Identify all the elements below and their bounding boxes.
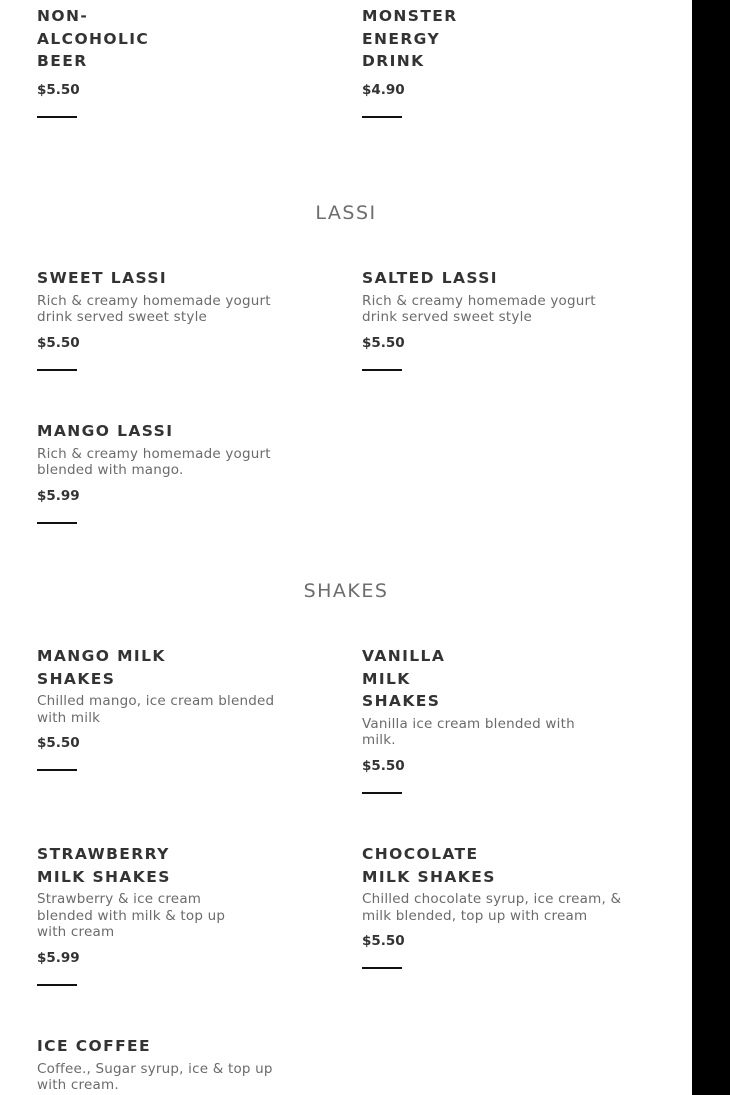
item-description: Chilled mango, ice cream blended with milk	[37, 693, 275, 726]
item-price: $5.99	[37, 487, 80, 504]
item-description: Chilled chocolate syrup, ice cream, & milk blended, top up with cream	[362, 891, 622, 924]
menu-item-mango-milk-shakes[interactable]	[37, 645, 307, 771]
item-divider	[362, 369, 402, 371]
menu-item-ice-coffee[interactable]	[37, 1035, 287, 1094]
item-name: SWEET LASSI	[37, 269, 168, 287]
item-price: $5.50	[37, 735, 80, 751]
menu-item-mango-lassi[interactable]	[37, 420, 307, 524]
item-name: MANGO MILK SHAKES	[37, 647, 166, 688]
item-divider	[37, 769, 77, 771]
item-name: MANGO LASSI	[37, 422, 174, 440]
item-name: ICE COFFEE	[37, 1037, 152, 1055]
item-name: SALTED LASSI	[362, 269, 498, 287]
item-description: Strawberry & ice cream blended with milk & top up with cream	[37, 891, 226, 940]
item-divider	[362, 116, 402, 118]
item-description: Rich & creamy homemade yogurt drink served sweet style	[362, 292, 596, 325]
item-name: VANILLA MILK SHAKES	[362, 647, 446, 710]
item-description: Vanilla ice cream blended with milk.	[362, 715, 575, 748]
menu-item-sweet-lassi[interactable]	[37, 267, 307, 371]
item-divider	[362, 792, 402, 794]
item-price: $5.50	[362, 334, 405, 351]
item-description: Coffee., Sugar syrup, ice & top up with cream.	[37, 1060, 273, 1093]
item-name: STRAWBERRY MILK SHAKES	[37, 845, 171, 886]
item-name: CHOCOLATE MILK SHAKES	[362, 845, 496, 886]
item-divider	[37, 369, 77, 371]
item-divider	[362, 967, 402, 969]
menu-item-salted-lassi[interactable]	[362, 267, 632, 371]
item-divider	[37, 984, 77, 986]
item-price: $4.90	[362, 81, 405, 98]
menu-item-non-alcoholic-beer[interactable]	[37, 5, 237, 118]
item-price: $5.50	[37, 81, 80, 98]
menu-item-vanilla-milk-shakes[interactable]	[362, 645, 602, 794]
item-price: $5.50	[37, 334, 80, 351]
item-price: $5.99	[37, 949, 80, 966]
menu-item-monster-energy-drink[interactable]	[362, 5, 562, 118]
menu-item-strawberry-milk-shakes[interactable]	[37, 843, 252, 986]
item-name: NON- ALCOHOLIC BEER	[37, 7, 150, 70]
item-description: Rich & creamy homemade yogurt blended with mango.	[37, 445, 271, 478]
section-title-lassi: LASSI	[315, 202, 377, 224]
item-name: MONSTER ENERGY DRINK	[362, 7, 458, 70]
item-divider	[37, 116, 77, 118]
item-price: $5.50	[362, 933, 405, 949]
section-title-shakes: SHAKES	[303, 580, 389, 602]
black-side-bar	[692, 0, 730, 1095]
menu-item-chocolate-milk-shakes[interactable]	[362, 843, 652, 969]
item-divider	[37, 522, 77, 524]
item-price: $5.50	[362, 757, 405, 774]
item-description: Rich & creamy homemade yogurt drink served sweet style	[37, 292, 271, 325]
